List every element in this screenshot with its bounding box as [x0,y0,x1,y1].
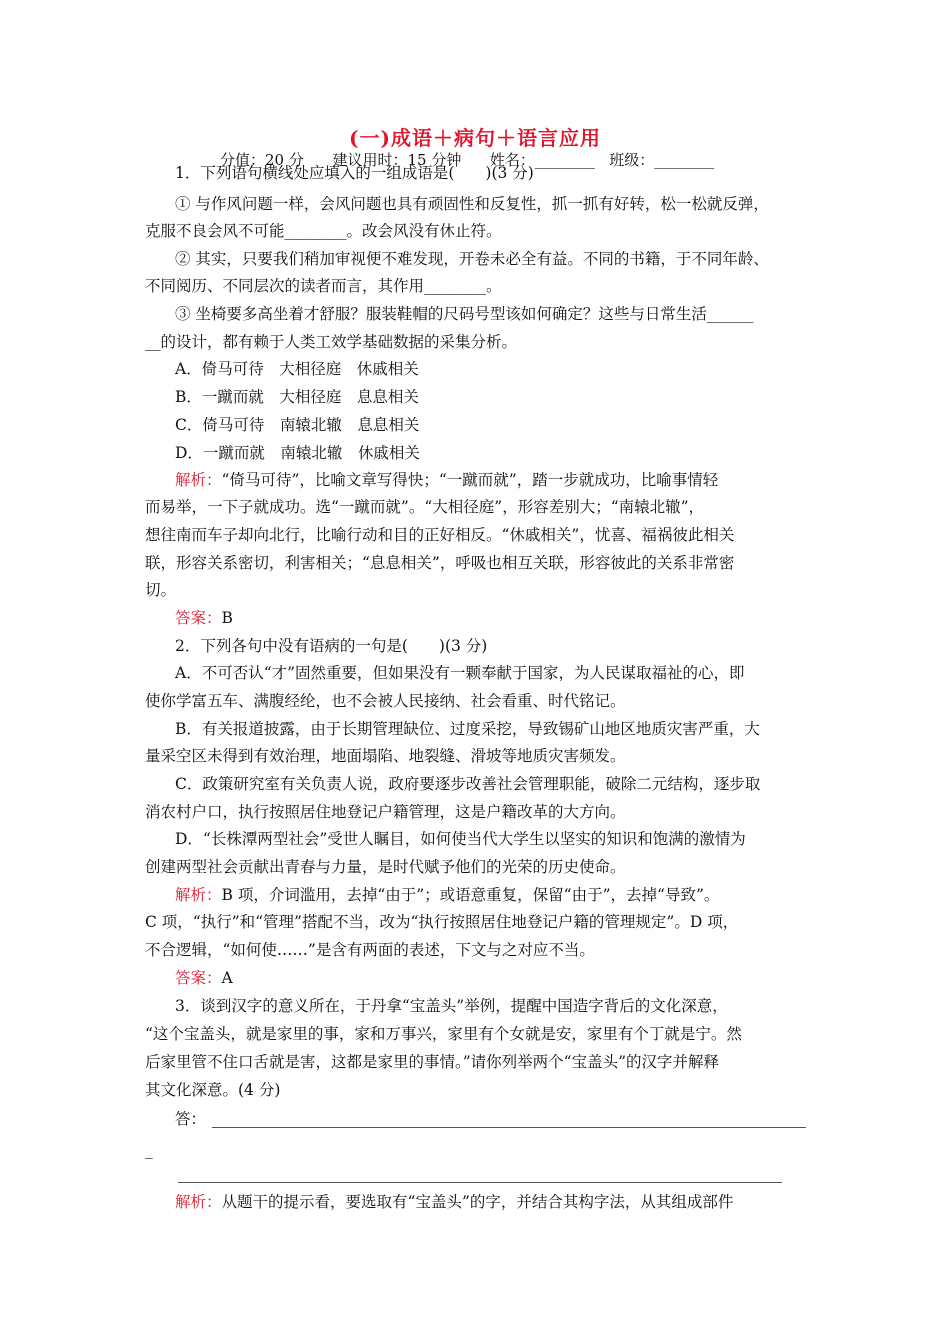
analysis-text: B 项，介词滥用，去掉“由于”；或语意重复，保留“由于”，去掉“导致”。 [221,886,720,904]
option-d: D．一蹴而就 南辕北辙 休戚相关 [175,444,420,462]
question-1-stem: 1．下列语句横线处应填入的一组成语是( )(3 分) [175,164,534,182]
sentence-2-line-2: 不同阅历、不同层次的读者而言，其作用________。 [145,277,502,295]
sentence-1-line-1: ① 与作风问题一样，会风问题也具有顽固性和反复性，抓一抓有好转，松一松就反弹， [175,195,769,213]
question-3-line-3: 后家里管不住口舌就是害，这都是家里的事情。”请你列举两个“宝盖头”的汉字并解释 [145,1053,720,1071]
answer-1 [175,608,810,628]
answer-label: 答案： [175,609,222,627]
sentence-3-line-2: __的设计，都有赖于人类工效学基础数据的采集分析。 [145,333,518,351]
analysis-label: 解析： [175,1193,222,1211]
sentence-3-line-1: ③ 坐椅要多高坐着才舒服？服装鞋帽的尺码号型该如何确定？这些与日常生活______ [175,305,754,323]
option-c: C．倚马可待 南辕北辙 息息相关 [175,416,420,434]
analysis-1-line-1 [175,470,810,490]
page-title: (一)成语＋病句＋语言应用 [349,126,601,150]
answer-3-prefix: 答： [175,1110,207,1128]
option-b: B．一蹴而就 大相径庭 息息相关 [175,388,419,406]
sentence-2-line-1: ② 其实，只要我们稍加审视便不难发现，开卷未必全有益。不同的书籍，于不同年龄、 [175,250,769,268]
analysis-text: “倚马可待”，比喻文章写得快；“一蹴而就”，踏一步就成功，比喻事情轻 [221,471,719,489]
option-2d-line-2: 创建两型社会贡献出青春与力量，是时代赋予他们的光荣的历史使命。 [145,858,626,876]
question-3-line-4: 其文化深意。(4 分) [145,1081,281,1099]
analysis-2-line-3: 不合逻辑，“如何使……”是含有两面的表述，下文与之对应不当。 [145,941,595,959]
analysis-1-line-4: 联，形容关系密切，利害相关；“息息相关”，呼吸也相互关联，形容彼此的关系非常密 [145,554,735,572]
sentence-1-line-2: 克服不良会风不可能________。改会风没有休止符。 [145,222,502,240]
answer-3-line-1[interactable] [212,1127,806,1128]
analysis-1-line-5: 切。 [145,581,177,599]
analysis-label: 解析： [175,886,222,904]
option-2a-line-2: 使你学富五车、满腹经纶，也不会被人民接纳、社会看重、时代铭记。 [145,692,626,710]
option-2c-line-2: 消农村户口，执行按照居住地登记户籍管理，这是户籍改革的大方向。 [145,803,626,821]
analysis-2-line-2: C 项，“执行”和“管理”搭配不当，改为“执行按照居住地登记户籍的管理规定”。D 项， [145,913,739,931]
analysis-text: 从题干的提示看，要选取有“宝盖头”的字，并结合其构字法，从其组成部件 [221,1193,734,1211]
answer-3-blank-tail: _ [145,1141,153,1159]
option-2b-line-1: B．有关报道披露，由于长期管理缺位、过度采挖，导致锡矿山地区地质灾害严重，大 [175,720,760,738]
option-2b-line-2: 量采空区未得到有效治理，地面塌陷、地裂缝、滑坡等地质灾害频发。 [145,747,626,765]
analysis-3-line-1 [175,1192,810,1212]
question-3-line-1: 3．谈到汉字的意义所在，于丹拿“宝盖头”举例，提醒中国造字背后的文化深意， [175,997,728,1015]
analysis-1-line-3: 想往南而车子却向北行，比喻行动和目的正好相反。“休戚相关”，忧喜、福祸彼此相关 [145,526,735,544]
option-2c-line-1: C．政策研究室有关负责人说，政府要逐步改善社会管理职能，破除二元结构，逐步取 [175,775,761,793]
analysis-label: 解析： [175,471,222,489]
answer-label: 答案： [175,969,222,987]
option-2d-line-1: D．“长株潭两型社会”受世人瞩目，如何使当代大学生以坚实的知识和饱满的激情为 [175,830,746,848]
exam-meta: 分值：20 分 建议用时：15 分钟 姓名：________ 班级：________ [220,151,715,169]
answer-value: B [221,609,233,627]
question-2-stem: 2．下列各句中没有语病的一句是( )(3 分) [175,637,488,655]
analysis-2-line-1 [175,885,810,905]
analysis-1-line-2: 而易举，一下子就成功。选“一蹴而就”。“大相径庭”，形容差别大；“南辕北辙”， [145,498,705,516]
question-3-line-2: “这个宝盖头，就是家里的事，家和万事兴，家里有个女就是安，家里有个丁就是宁。然 [145,1025,742,1043]
option-2a-line-1: A．不可否认“才”固然重要，但如果没有一颗奉献于国家，为人民谋取福祉的心，即 [175,664,745,682]
answer-2 [175,968,810,988]
answer-3-line-2[interactable] [178,1182,782,1183]
answer-value: A [221,969,233,987]
option-a: A．倚马可待 大相径庭 休戚相关 [175,360,419,378]
